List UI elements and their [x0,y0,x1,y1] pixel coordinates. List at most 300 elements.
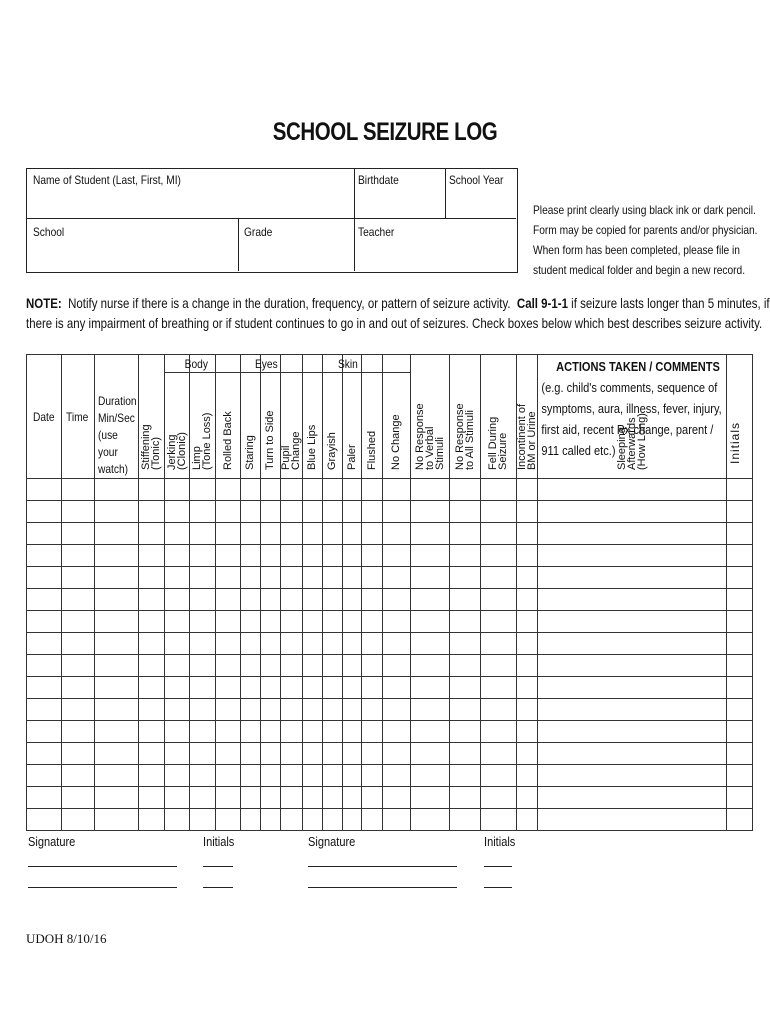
log-cell[interactable] [343,743,361,764]
log-cell[interactable] [62,721,94,742]
log-cell[interactable] [95,545,138,566]
signature-line[interactable] [308,866,457,867]
log-cell[interactable] [261,677,280,698]
log-cell[interactable] [139,677,164,698]
log-cell[interactable] [383,765,410,786]
log-cell[interactable] [323,545,342,566]
log-cell[interactable] [362,633,382,654]
log-cell[interactable] [727,545,752,566]
log-cell[interactable] [95,787,138,808]
log-cell[interactable] [303,545,322,566]
log-cell[interactable] [411,523,449,544]
log-cell[interactable] [190,787,215,808]
log-cell[interactable] [165,501,189,522]
log-cell[interactable] [95,765,138,786]
log-cell[interactable] [281,545,302,566]
log-cell[interactable] [62,655,94,676]
log-cell[interactable] [241,567,260,588]
log-cell[interactable] [517,787,537,808]
log-cell[interactable] [281,721,302,742]
log-cell[interactable] [517,677,537,698]
log-cell[interactable] [216,677,240,698]
log-cell[interactable] [383,809,410,830]
log-cell[interactable] [62,567,94,588]
log-cell[interactable] [27,523,61,544]
log-cell[interactable] [241,589,260,610]
log-cell[interactable] [383,501,410,522]
log-cell[interactable] [95,743,138,764]
log-cell[interactable] [411,743,449,764]
log-cell[interactable] [343,611,361,632]
log-cell[interactable] [343,567,361,588]
log-cell[interactable] [383,699,410,720]
log-cell[interactable] [481,479,516,500]
log-cell[interactable] [27,721,61,742]
school-year-field[interactable]: School Year [449,173,504,187]
log-cell[interactable] [139,501,164,522]
log-cell[interactable] [362,479,382,500]
log-cell[interactable] [27,787,61,808]
log-cell[interactable] [481,699,516,720]
log-cell[interactable] [95,567,138,588]
log-cell[interactable] [281,479,302,500]
log-cell[interactable] [190,567,215,588]
log-cell[interactable] [62,677,94,698]
log-cell[interactable] [95,501,138,522]
log-cell[interactable] [27,633,61,654]
log-cell[interactable] [281,743,302,764]
log-cell[interactable] [190,721,215,742]
log-cell[interactable] [190,589,215,610]
log-cell[interactable] [727,677,752,698]
log-cell[interactable] [165,567,189,588]
log-cell[interactable] [165,677,189,698]
signature-line[interactable] [28,866,177,867]
log-cell[interactable] [190,655,215,676]
log-cell[interactable] [481,523,516,544]
log-cell[interactable] [538,501,726,522]
log-cell[interactable] [216,523,240,544]
log-cell[interactable] [281,589,302,610]
log-cell[interactable] [517,809,537,830]
signature-line[interactable] [28,887,177,888]
log-cell[interactable] [343,677,361,698]
log-cell[interactable] [727,721,752,742]
log-cell[interactable] [303,633,322,654]
log-cell[interactable] [411,589,449,610]
log-cell[interactable] [281,787,302,808]
log-cell[interactable] [139,567,164,588]
log-cell[interactable] [411,501,449,522]
log-cell[interactable] [362,655,382,676]
log-cell[interactable] [62,809,94,830]
log-cell[interactable] [450,523,480,544]
log-cell[interactable] [139,787,164,808]
log-cell[interactable] [362,611,382,632]
log-cell[interactable] [343,589,361,610]
log-cell[interactable] [165,479,189,500]
log-cell[interactable] [190,677,215,698]
log-cell[interactable] [303,655,322,676]
log-cell[interactable] [303,721,322,742]
log-cell[interactable] [411,479,449,500]
log-cell[interactable] [62,633,94,654]
log-cell[interactable] [517,633,537,654]
log-cell[interactable] [323,787,342,808]
log-cell[interactable] [261,787,280,808]
log-cell[interactable] [538,787,726,808]
log-cell[interactable] [216,589,240,610]
log-cell[interactable] [216,809,240,830]
log-cell[interactable] [216,787,240,808]
log-cell[interactable] [517,611,537,632]
log-cell[interactable] [323,699,342,720]
log-cell[interactable] [303,479,322,500]
log-cell[interactable] [190,611,215,632]
log-cell[interactable] [241,501,260,522]
log-cell[interactable] [27,589,61,610]
log-cell[interactable] [383,589,410,610]
log-cell[interactable] [165,699,189,720]
log-cell[interactable] [450,567,480,588]
log-cell[interactable] [411,787,449,808]
birthdate-field[interactable]: Birthdate [358,173,399,187]
log-cell[interactable] [27,545,61,566]
log-cell[interactable] [241,545,260,566]
log-cell[interactable] [139,589,164,610]
log-cell[interactable] [62,479,94,500]
initials-line[interactable] [203,866,233,867]
log-cell[interactable] [343,501,361,522]
log-cell[interactable] [303,677,322,698]
log-cell[interactable] [216,699,240,720]
log-cell[interactable] [323,611,342,632]
log-cell[interactable] [261,655,280,676]
log-cell[interactable] [362,567,382,588]
log-cell[interactable] [261,567,280,588]
log-cell[interactable] [517,479,537,500]
log-cell[interactable] [62,611,94,632]
log-cell[interactable] [216,567,240,588]
log-cell[interactable] [727,589,752,610]
log-cell[interactable] [362,765,382,786]
log-cell[interactable] [343,809,361,830]
log-cell[interactable] [165,633,189,654]
log-cell[interactable] [450,545,480,566]
log-cell[interactable] [165,611,189,632]
log-cell[interactable] [261,589,280,610]
log-cell[interactable] [383,611,410,632]
log-cell[interactable] [62,589,94,610]
log-cell[interactable] [538,589,726,610]
log-cell[interactable] [281,677,302,698]
log-cell[interactable] [362,545,382,566]
log-cell[interactable] [27,501,61,522]
log-cell[interactable] [481,567,516,588]
log-cell[interactable] [538,633,726,654]
log-cell[interactable] [517,721,537,742]
log-cell[interactable] [450,655,480,676]
log-cell[interactable] [241,787,260,808]
log-cell[interactable] [481,787,516,808]
log-cell[interactable] [190,809,215,830]
log-cell[interactable] [450,809,480,830]
grade-field[interactable]: Grade [244,225,273,239]
log-cell[interactable] [27,677,61,698]
log-cell[interactable] [517,699,537,720]
log-cell[interactable] [281,501,302,522]
log-cell[interactable] [95,589,138,610]
teacher-field[interactable]: Teacher [358,225,395,239]
log-cell[interactable] [190,765,215,786]
initials-line[interactable] [203,887,233,888]
log-cell[interactable] [727,699,752,720]
log-cell[interactable] [261,501,280,522]
log-cell[interactable] [281,809,302,830]
log-cell[interactable] [241,611,260,632]
log-cell[interactable] [538,765,726,786]
log-cell[interactable] [343,721,361,742]
log-cell[interactable] [303,611,322,632]
log-cell[interactable] [450,589,480,610]
log-cell[interactable] [362,743,382,764]
log-cell[interactable] [62,743,94,764]
log-cell[interactable] [190,633,215,654]
log-cell[interactable] [383,721,410,742]
log-cell[interactable] [362,787,382,808]
log-cell[interactable] [27,743,61,764]
log-cell[interactable] [411,809,449,830]
log-cell[interactable] [411,611,449,632]
log-cell[interactable] [216,743,240,764]
log-cell[interactable] [323,809,342,830]
log-cell[interactable] [362,523,382,544]
log-cell[interactable] [727,787,752,808]
log-cell[interactable] [241,655,260,676]
log-cell[interactable] [727,809,752,830]
log-cell[interactable] [216,765,240,786]
log-cell[interactable] [727,567,752,588]
log-cell[interactable] [481,589,516,610]
log-cell[interactable] [27,611,61,632]
log-cell[interactable] [303,743,322,764]
log-cell[interactable] [481,545,516,566]
log-cell[interactable] [343,523,361,544]
log-cell[interactable] [190,743,215,764]
log-cell[interactable] [165,809,189,830]
log-cell[interactable] [216,545,240,566]
log-cell[interactable] [362,677,382,698]
log-cell[interactable] [281,655,302,676]
log-cell[interactable] [343,787,361,808]
log-cell[interactable] [538,809,726,830]
log-cell[interactable] [261,743,280,764]
log-cell[interactable] [216,611,240,632]
log-cell[interactable] [27,765,61,786]
log-cell[interactable] [281,567,302,588]
log-cell[interactable] [95,809,138,830]
log-cell[interactable] [383,655,410,676]
log-cell[interactable] [261,809,280,830]
log-cell[interactable] [303,523,322,544]
log-cell[interactable] [538,479,726,500]
log-cell[interactable] [139,655,164,676]
log-cell[interactable] [139,809,164,830]
log-cell[interactable] [481,765,516,786]
initials-line[interactable] [484,866,512,867]
log-cell[interactable] [62,545,94,566]
log-cell[interactable] [281,633,302,654]
log-cell[interactable] [323,479,342,500]
initials-line[interactable] [484,887,512,888]
student-name-field[interactable]: Name of Student (Last, First, MI) [33,173,181,187]
log-cell[interactable] [383,523,410,544]
log-cell[interactable] [27,655,61,676]
log-cell[interactable] [450,699,480,720]
log-cell[interactable] [411,677,449,698]
log-cell[interactable] [323,567,342,588]
log-cell[interactable] [411,633,449,654]
log-cell[interactable] [165,743,189,764]
log-cell[interactable] [323,589,342,610]
log-cell[interactable] [383,479,410,500]
log-cell[interactable] [517,655,537,676]
log-cell[interactable] [27,699,61,720]
log-cell[interactable] [165,765,189,786]
log-cell[interactable] [481,809,516,830]
log-cell[interactable] [303,501,322,522]
log-cell[interactable] [241,677,260,698]
log-cell[interactable] [343,765,361,786]
log-cell[interactable] [538,611,726,632]
log-cell[interactable] [383,545,410,566]
log-cell[interactable] [241,523,260,544]
log-cell[interactable] [450,501,480,522]
log-cell[interactable] [165,721,189,742]
log-cell[interactable] [517,545,537,566]
log-cell[interactable] [517,743,537,764]
log-cell[interactable] [62,787,94,808]
log-cell[interactable] [481,743,516,764]
log-cell[interactable] [411,765,449,786]
log-cell[interactable] [27,809,61,830]
log-cell[interactable] [323,721,342,742]
log-cell[interactable] [281,523,302,544]
log-cell[interactable] [450,633,480,654]
log-cell[interactable] [190,523,215,544]
log-cell[interactable] [165,523,189,544]
log-cell[interactable] [450,743,480,764]
log-cell[interactable] [281,765,302,786]
log-cell[interactable] [538,655,726,676]
log-cell[interactable] [261,699,280,720]
log-cell[interactable] [323,743,342,764]
log-cell[interactable] [323,523,342,544]
log-cell[interactable] [303,809,322,830]
log-cell[interactable] [216,721,240,742]
log-cell[interactable] [411,699,449,720]
log-cell[interactable] [727,655,752,676]
log-cell[interactable] [343,699,361,720]
log-cell[interactable] [95,523,138,544]
log-cell[interactable] [538,699,726,720]
log-cell[interactable] [727,743,752,764]
log-cell[interactable] [343,633,361,654]
log-cell[interactable] [411,655,449,676]
log-cell[interactable] [139,611,164,632]
log-cell[interactable] [261,479,280,500]
log-cell[interactable] [303,765,322,786]
log-cell[interactable] [383,633,410,654]
log-cell[interactable] [241,809,260,830]
log-cell[interactable] [538,567,726,588]
log-cell[interactable] [343,545,361,566]
log-cell[interactable] [727,765,752,786]
log-cell[interactable] [190,501,215,522]
log-cell[interactable] [190,479,215,500]
log-cell[interactable] [538,743,726,764]
log-cell[interactable] [139,545,164,566]
log-cell[interactable] [261,545,280,566]
log-cell[interactable] [411,545,449,566]
log-cell[interactable] [323,765,342,786]
log-cell[interactable] [241,765,260,786]
log-cell[interactable] [362,809,382,830]
log-cell[interactable] [261,765,280,786]
log-cell[interactable] [139,633,164,654]
log-cell[interactable] [62,765,94,786]
log-cell[interactable] [362,699,382,720]
log-cell[interactable] [383,567,410,588]
log-cell[interactable] [383,677,410,698]
log-cell[interactable] [281,699,302,720]
log-cell[interactable] [27,567,61,588]
log-cell[interactable] [450,611,480,632]
log-cell[interactable] [95,479,138,500]
log-cell[interactable] [165,787,189,808]
log-cell[interactable] [383,787,410,808]
signature-line[interactable] [308,887,457,888]
log-cell[interactable] [362,501,382,522]
log-cell[interactable] [62,523,94,544]
log-cell[interactable] [139,721,164,742]
log-cell[interactable] [323,501,342,522]
log-cell[interactable] [139,523,164,544]
log-cell[interactable] [481,611,516,632]
log-cell[interactable] [343,655,361,676]
log-cell[interactable] [727,479,752,500]
log-cell[interactable] [538,677,726,698]
log-cell[interactable] [362,589,382,610]
log-cell[interactable] [261,611,280,632]
log-cell[interactable] [517,501,537,522]
log-cell[interactable] [139,765,164,786]
log-cell[interactable] [517,567,537,588]
log-cell[interactable] [62,699,94,720]
log-cell[interactable] [62,501,94,522]
log-cell[interactable] [165,589,189,610]
log-cell[interactable] [481,677,516,698]
log-cell[interactable] [450,765,480,786]
log-cell[interactable] [323,633,342,654]
log-cell[interactable] [95,611,138,632]
log-cell[interactable] [139,699,164,720]
log-cell[interactable] [538,523,726,544]
log-cell[interactable] [323,655,342,676]
log-cell[interactable] [481,501,516,522]
log-cell[interactable] [95,677,138,698]
log-cell[interactable] [216,655,240,676]
